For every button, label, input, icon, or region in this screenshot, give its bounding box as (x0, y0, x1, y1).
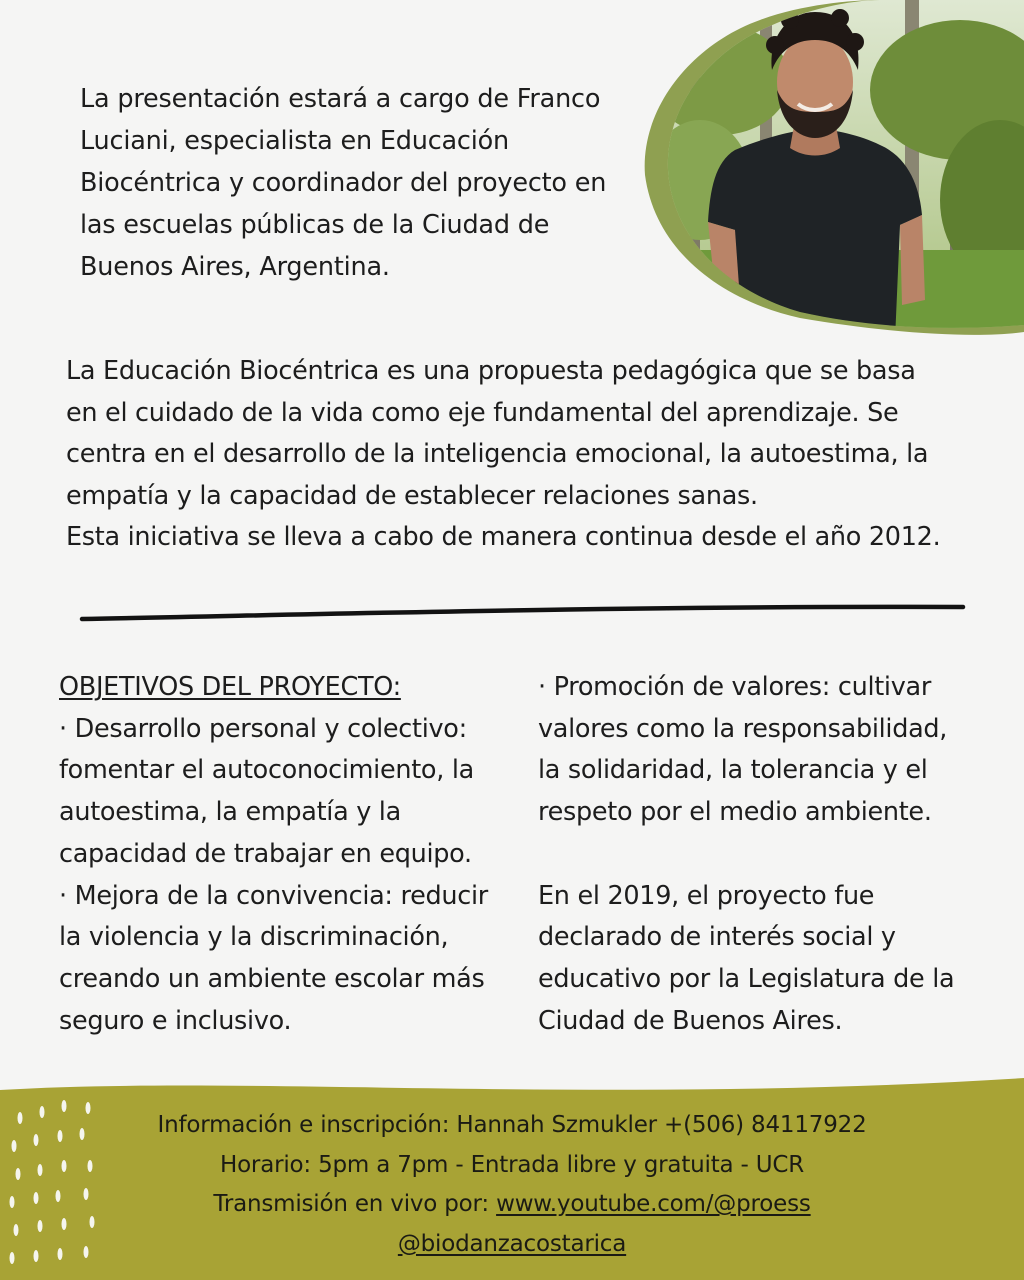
intro-line: La presentación estará a cargo de Franco (80, 84, 601, 114)
description-line: La Educación Biocéntrica es una propuesta pedagógica que se basa (66, 356, 916, 386)
objective-line: autoestima, la empatía y la (59, 797, 401, 828)
stream-label: Transmisión en vivo por: (213, 1191, 497, 1217)
objective-line: fomentar el autoconocimiento, la (59, 755, 474, 786)
youtube-link[interactable]: www.youtube.com/@proess (496, 1191, 811, 1217)
intro-line: Luciani, especialista en Educación (80, 126, 510, 156)
objective-line: respeto por el medio ambiente. (538, 797, 932, 828)
objective-line: la solidaridad, la tolerancia y el (538, 755, 928, 786)
declaration-line: educativo por la Legislatura de la (538, 963, 955, 994)
objective-line: · Mejora de la convivencia: reducir (59, 880, 488, 911)
declaration-line: Ciudad de Buenos Aires. (538, 1005, 843, 1036)
intro-line: Buenos Aires, Argentina. (80, 252, 390, 282)
footer-schedule: Horario: 5pm a 7pm - Entrada libre y gratuita - UCR (219, 1151, 805, 1178)
objective-line: creando un ambiente escolar más (59, 963, 485, 994)
description-line: en el cuidado de la vida como eje fundamental del aprendizaje. Se (66, 397, 899, 428)
objective-line: · Desarrollo personal y colectivo: (59, 713, 467, 744)
objective-line: seguro e inclusivo. (59, 1005, 292, 1036)
objectives-right-column (538, 667, 988, 1042)
footer-info (0, 1106, 1024, 1264)
section-divider (0, 590, 1024, 630)
intro-line: Biocéntrica y coordinador del proyecto en (80, 168, 607, 198)
objective-line: valores como la responsabilidad, (538, 713, 948, 744)
social-handle-link[interactable]: @biodanzacostarica (397, 1230, 627, 1257)
objective-line: · Promoción de valores: cultivar (538, 672, 932, 702)
footer-stream (0, 1185, 1024, 1225)
intro-line: las escuelas públicas de la Ciudad de (80, 210, 550, 240)
description-paragraph (66, 351, 986, 559)
description-line: Esta iniciativa se lleva a cabo de manera continua desde el año 2012. (66, 522, 941, 552)
description-line: empatía y la capacidad de establecer relaciones sanas. (66, 480, 758, 511)
footer-contact: Información e inscripción: Hannah Szmukler +(506) 84117922 (157, 1112, 867, 1138)
description-line: centra en el desarrollo de la inteligencia emocional, la autoestima, la (66, 439, 929, 469)
spacer (538, 834, 988, 876)
declaration-line: En el 2019, el proyecto fue (538, 880, 875, 911)
objectives-heading: OBJETIVOS DEL PROYECTO: (59, 672, 401, 702)
objective-line: capacidad de trabajar en equipo. (59, 838, 472, 869)
objectives-left-column (59, 667, 529, 1042)
intro-paragraph (80, 78, 640, 288)
objective-line: la violencia y la discriminación, (59, 922, 449, 953)
declaration-line: declarado de interés social y (538, 922, 896, 953)
